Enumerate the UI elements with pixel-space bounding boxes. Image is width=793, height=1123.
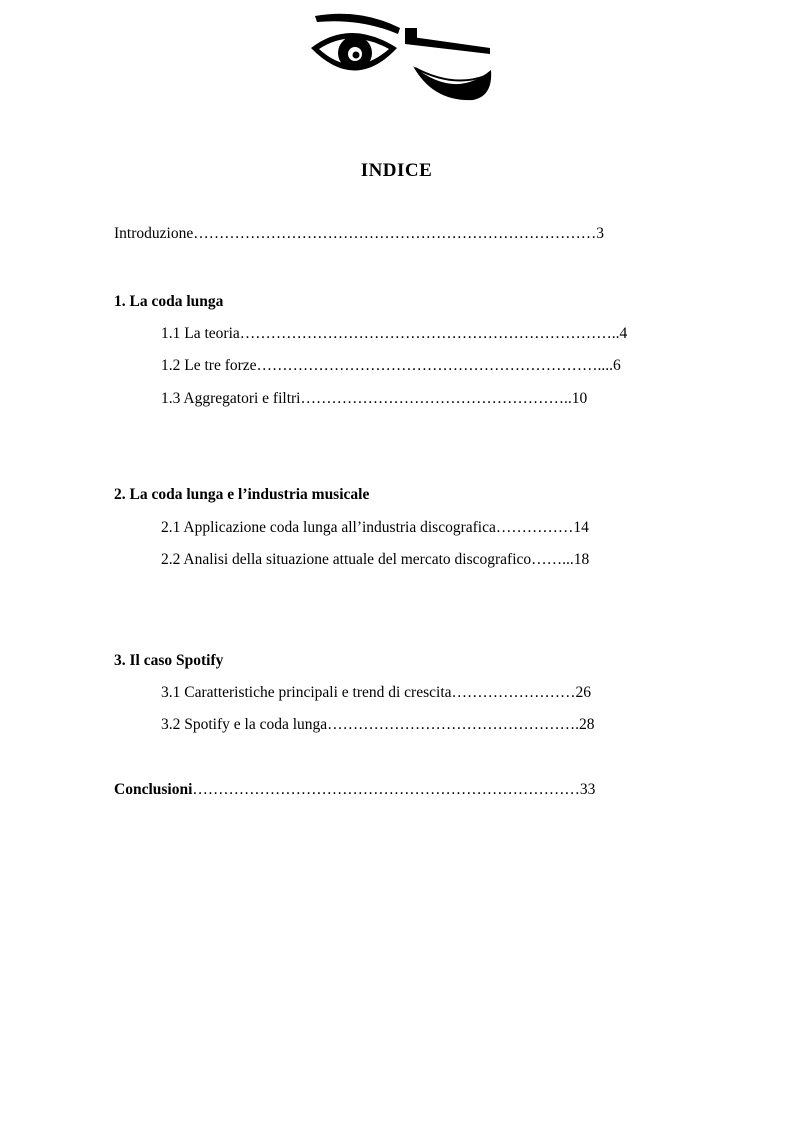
toc-entry-leader: …………………………………………. xyxy=(327,716,580,733)
toc-entry-label: 3.2 Spotify e la coda lunga xyxy=(161,716,328,733)
toc-entry-page: 14 xyxy=(573,519,589,536)
toc-entry-leader: ……... xyxy=(531,551,574,568)
toc-entry-2-2[interactable] xyxy=(161,550,589,570)
chapter-heading-3[interactable]: 3. Il caso Spotify xyxy=(114,652,224,669)
toc-entry-conclusioni[interactable] xyxy=(114,780,595,800)
toc-entry-page: 4 xyxy=(619,325,628,342)
toc-entry-label: 2.1 Applicazione coda lunga all’industria discografica xyxy=(161,519,496,536)
toc-entry-3-1[interactable] xyxy=(161,683,591,703)
toc-entry-page: 10 xyxy=(571,390,588,407)
eye-logo-icon xyxy=(305,8,495,104)
toc-entry-3-2[interactable] xyxy=(161,715,595,735)
toc-entry-1-3[interactable] xyxy=(161,389,587,409)
toc-entry-page: 3 xyxy=(596,225,604,242)
toc-entry-introduzione[interactable] xyxy=(114,224,604,244)
toc-entry-label: 1.2 Le tre forze xyxy=(161,357,257,374)
toc-entry-label: 2.2 Analisi della situazione attuale del mercato discografico xyxy=(161,551,532,568)
toc-entry-label: 1.1 La teoria xyxy=(161,325,240,342)
toc-entry-page: 26 xyxy=(575,684,592,701)
toc-entry-2-1[interactable] xyxy=(161,518,589,538)
toc-entry-leader: ……………………………………………………………….. xyxy=(239,325,620,342)
toc-entry-leader: …………………………………………………………………… xyxy=(193,225,597,242)
toc-entry-1-2[interactable] xyxy=(161,356,621,376)
toc-entry-label: 3.1 Caratteristiche principali e trend di crescita xyxy=(161,684,452,701)
toc-entry-page: 33 xyxy=(579,781,596,798)
chapter-heading-2[interactable]: 2. La coda lunga e l’industria musicale xyxy=(114,486,370,503)
toc-entry-page: 28 xyxy=(579,716,595,733)
toc-entry-leader: ………………………………………………………………… xyxy=(192,781,580,798)
toc-entry-leader: …………… xyxy=(495,519,574,536)
toc-entry-leader: …………………………………………….. xyxy=(300,390,572,407)
toc-entry-label: 1.3 Aggregatori e filtri xyxy=(161,390,301,407)
toc-entry-page: 18 xyxy=(573,551,590,568)
page-title: INDICE xyxy=(360,160,433,181)
toc-entry-leader: …………………… xyxy=(451,684,576,701)
toc-entry-page: 6 xyxy=(613,357,621,374)
toc-entry-leader: ………………………………………………………….... xyxy=(256,357,614,374)
chapter-heading-1[interactable]: 1. La coda lunga xyxy=(114,293,224,310)
toc-entry-1-1[interactable] xyxy=(161,324,627,344)
toc-entry-label: Introduzione xyxy=(114,225,194,242)
toc-entry-label: Conclusioni xyxy=(114,781,193,798)
